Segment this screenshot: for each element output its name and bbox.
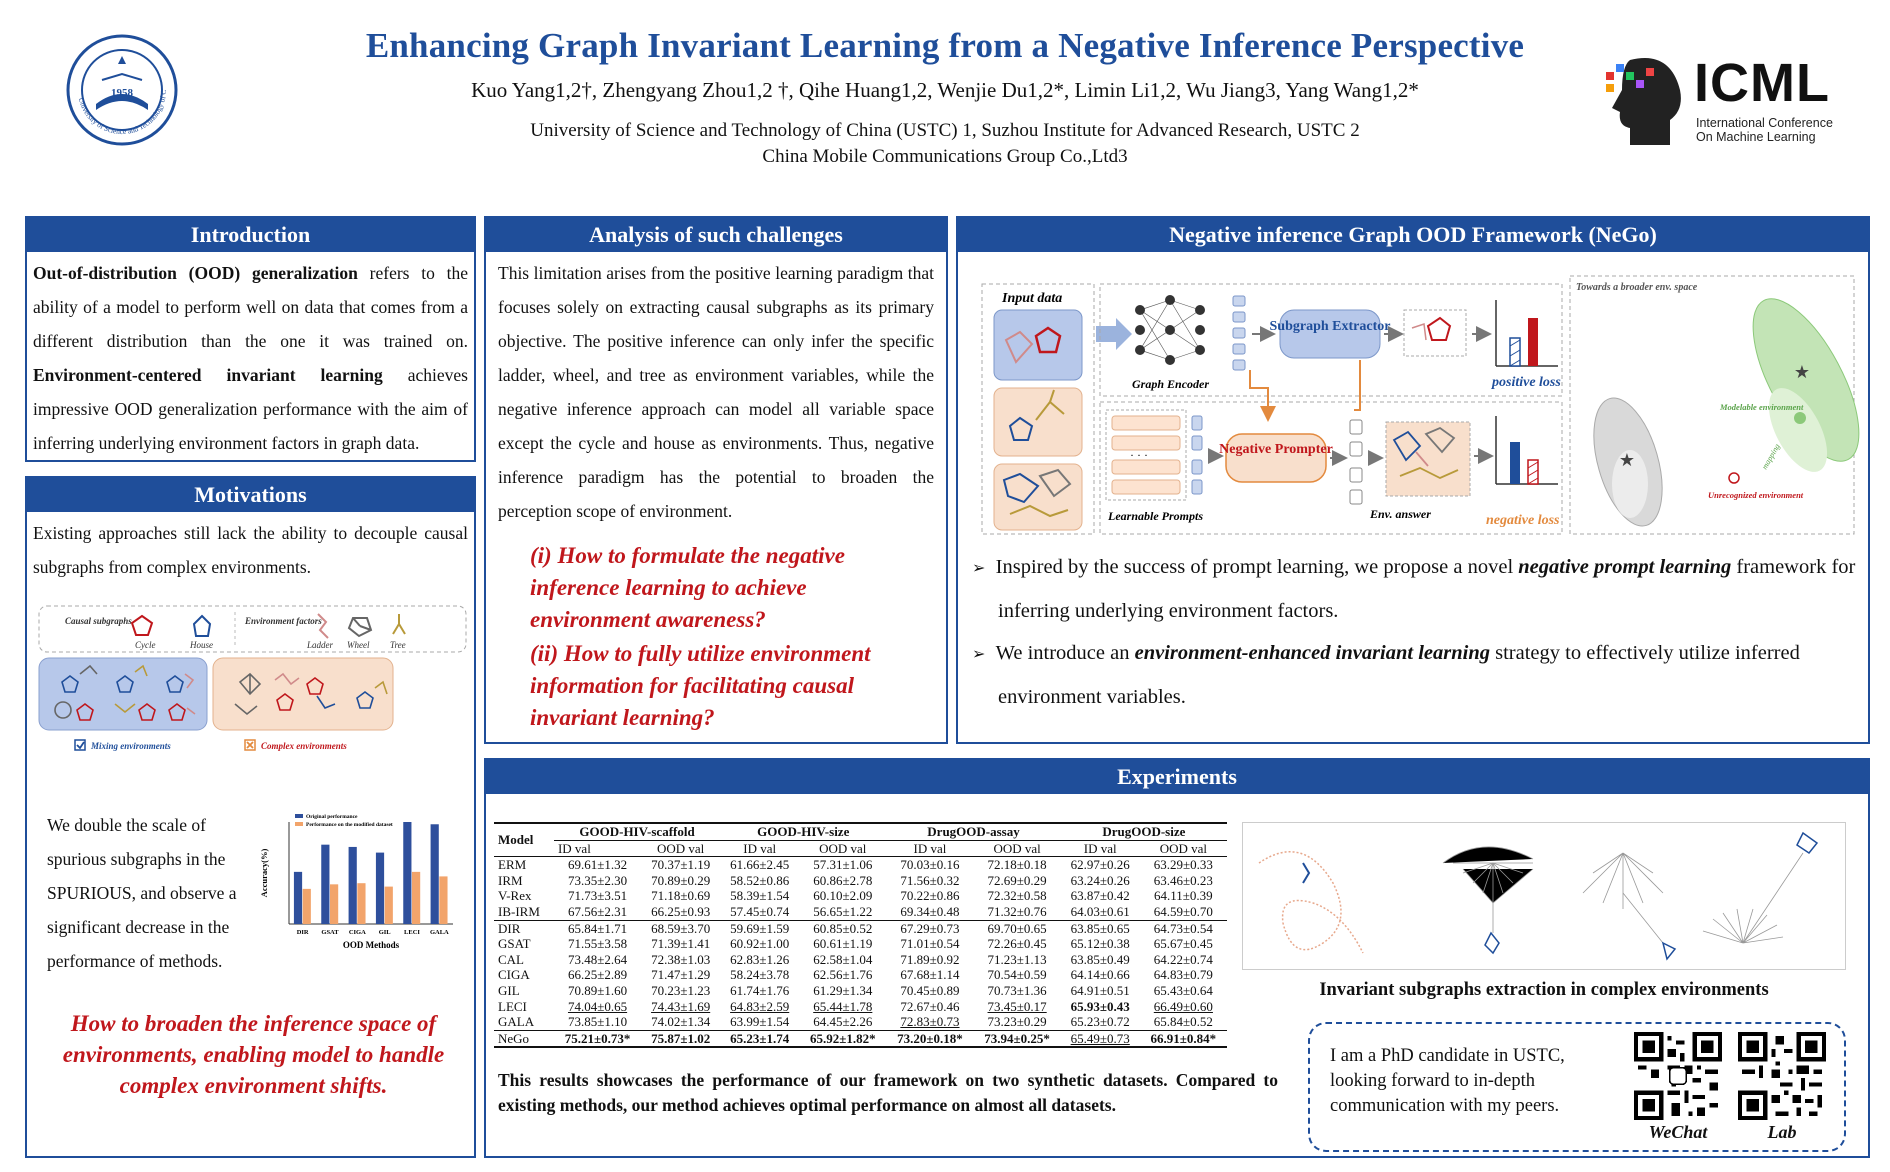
results-table-wrap	[494, 822, 1227, 1048]
logo-year: 1958	[111, 87, 133, 99]
table-cell: 75.21±0.73*	[564, 1030, 631, 1046]
table-cell: 56.65±1.22	[813, 903, 873, 919]
wechat-qr	[1634, 1032, 1722, 1120]
table-cell: 68.59±3.70	[651, 920, 711, 936]
table-cell: 62.58±1.04	[813, 951, 873, 967]
table-cell: 64.83±2.59	[730, 998, 790, 1014]
bar-0-0	[294, 872, 302, 924]
poster-title: Enhancing Graph Invariant Learning from a Negative Inference Perspective	[365, 26, 1525, 65]
legend-swatch-1	[295, 822, 303, 826]
table-row	[494, 873, 1227, 889]
table-cell: 74.43±1.69	[651, 998, 711, 1014]
row-model: GSAT	[498, 936, 531, 952]
table-cell: 58.52±0.86	[730, 872, 790, 888]
framework-diagram	[980, 270, 1860, 540]
bar-1-5	[439, 876, 447, 924]
svg-text:★: ★	[1618, 450, 1636, 470]
subcol-1-0: ID val	[743, 840, 777, 856]
table-cell: 73.48±2.64	[567, 951, 628, 967]
table-cell: 70.22±0.86	[900, 888, 960, 904]
results-table	[494, 822, 1227, 1048]
table-cell: 67.29±0.73	[900, 920, 960, 936]
table-cell: 65.43±0.64	[1153, 982, 1213, 998]
table-cell: 60.86±2.78	[813, 872, 873, 888]
table-cell: 72.67±0.46	[900, 998, 960, 1014]
table-cell: 63.85±0.65	[1070, 920, 1130, 936]
table-cell: 60.10±2.09	[813, 888, 873, 904]
table-cell: 70.54±0.59	[987, 967, 1047, 983]
table-cell: 63.99±1.54	[730, 1014, 790, 1030]
dg-learnable-prompts: Learnable Prompts	[1108, 509, 1203, 523]
subgraph-caption: Invariant subgraphs extraction in complex environments	[1319, 980, 1769, 1000]
affiliation-line-2: China Mobile Communications Group Co.,Ltd3	[762, 146, 1128, 167]
icml-name: ICML	[1694, 53, 1830, 113]
fig-causal-label: Causal subgraphs	[65, 616, 132, 626]
table-cell: 72.32±0.58	[987, 888, 1047, 904]
table-cell: 70.45±0.89	[900, 982, 960, 998]
legend-swatch-0	[295, 814, 303, 818]
x-tick-label: DIR	[296, 929, 309, 936]
fig-env-label: Environment factors	[245, 616, 322, 626]
table-cell: 64.83±0.79	[1153, 967, 1213, 983]
analysis-panel	[484, 216, 948, 744]
table-cell: 71.47±1.29	[651, 967, 711, 983]
row-model: IRM	[498, 872, 523, 888]
bullet2-pre: We introduce an	[995, 642, 1135, 664]
table-row	[494, 920, 1227, 936]
table-cell: 64.11±0.39	[1154, 888, 1213, 904]
dg-subgraph-extractor: Subgraph Extractor	[1269, 319, 1391, 334]
experiments-panel	[484, 758, 1870, 1158]
subcol-1-1: OOD val	[819, 840, 867, 856]
table-cell: 72.83±0.73	[900, 1014, 960, 1030]
table-cell: 67.68±1.14	[900, 967, 960, 983]
contact-text: I am a PhD candidate in USTC, looking forward to in-depth communication with my peers.	[1330, 1046, 1565, 1116]
dg-mapping: mapping	[1759, 442, 1782, 471]
row-model: GIL	[498, 982, 520, 998]
intro-text-2: achieves impressive OOD generalization performance with the aim of inferring underlying environment factors in graph data.	[33, 365, 468, 453]
table-cell: 70.73±1.36	[987, 982, 1047, 998]
table-cell: 64.91±0.51	[1070, 982, 1130, 998]
legend-label-1: Performance on the modified dataset	[306, 822, 393, 828]
bullet2-post: strategy to effectively utilize inferred environment variables.	[998, 642, 1800, 708]
row-model: LECI	[498, 998, 527, 1014]
dg-modelable: Modelable environment	[1720, 402, 1804, 412]
table-cell: 57.31±1.06	[813, 857, 873, 873]
motivations-text: Existing approaches still lack the ability to decouple causal subgraphs from complex environments.	[33, 523, 468, 577]
table-row	[494, 888, 1227, 904]
x-tick-label: LECI	[404, 929, 420, 936]
contact-box	[1308, 1022, 1846, 1152]
subcol-3-0: ID val	[1083, 840, 1117, 856]
table-cell: 64.59±0.70	[1153, 903, 1213, 919]
table-cell: 63.87±0.42	[1070, 888, 1130, 904]
x-tick-label: GALA	[429, 929, 449, 936]
dg-broader: Towards a broader env. space	[1576, 282, 1698, 293]
motivation-question: How to broaden the inference space of environments, enabling model to handle complex environment shifts.	[62, 1011, 445, 1098]
table-cell: 65.67±0.45	[1153, 936, 1213, 952]
framework-heading: Negative inference Graph OOD Framework (NeGo)	[958, 218, 1868, 252]
row-model: CAL	[498, 951, 524, 967]
table-cell: 65.12±0.38	[1070, 936, 1130, 952]
bullet2-em: environment-enhanced invariant learning	[1134, 642, 1490, 664]
subcol-3-1: OOD val	[1159, 840, 1208, 856]
table-cell: 73.85±1.10	[567, 1014, 628, 1030]
icml-sub2: On Machine Learning	[1696, 130, 1816, 144]
dg-input-data: Input data	[1002, 291, 1063, 306]
ds-3: DrugOOD-size	[1061, 823, 1227, 840]
table-cell: 70.89±0.29	[651, 872, 711, 888]
table-cell: 60.85±0.52	[813, 920, 873, 936]
table-row	[494, 936, 1227, 952]
svg-text:★: ★	[1793, 362, 1811, 382]
table-cell: 73.23±0.29	[987, 1014, 1047, 1030]
table-cell: 64.14±0.66	[1070, 967, 1130, 983]
table-cell: 71.56±0.32	[900, 872, 960, 888]
table-cell: 71.55±3.58	[567, 936, 628, 952]
bar-0-1	[321, 845, 329, 924]
table-cell: 64.22±0.74	[1153, 951, 1213, 967]
intro-bold-2: Environment-centered invariant learning	[33, 365, 383, 385]
analysis-text: This limitation arises from the positive learning paradigm that focuses solely on extracting causal subgraphs as its primary objective. The positive inference can only infer the specific ladder, wheel, and tree as environment variables, while the negative inference approach can model all variable space except the cycle and house as environments. Thus, negative inference paradigm has the potential to broaden the perception scope of environment.	[498, 263, 934, 521]
table-cell: 70.03±0.16	[900, 857, 960, 873]
subcol-0-1: OOD val	[656, 840, 705, 856]
intro-text-1: refers to the ability of a model to perform well on data that comes from a different distribution than the one it was trained on.	[33, 263, 468, 351]
bar-1-4	[412, 872, 420, 924]
authors: Kuo Yang1,2†, Zhengyang Zhou1,2 †, Qihe Huang1,2, Wenjie Du1,2*, Limin Li1,2, Wu Jiang3, Yang Wang1,2*	[471, 78, 1419, 102]
table-cell: 65.84±0.52	[1153, 1014, 1213, 1030]
table-cell: 65.23±1.74	[730, 1030, 790, 1046]
x-tick-label: GIL	[378, 929, 391, 936]
subcol-0-0: ID val	[557, 840, 591, 856]
table-cell: 70.37±1.19	[651, 857, 711, 873]
table-cell: 65.44±1.78	[813, 998, 873, 1014]
table-cell: 65.49±0.73	[1070, 1030, 1130, 1046]
table-cell: 69.34±0.48	[900, 903, 960, 919]
table-cell: 58.24±3.78	[730, 967, 790, 983]
motivation-figure	[35, 604, 470, 774]
table-cell: 73.35±2.30	[567, 872, 628, 888]
fig-mixing: Mixing environments	[91, 741, 171, 751]
motivations-heading: Motivations	[27, 478, 474, 512]
fig-wheel: Wheel	[347, 640, 370, 650]
table-cell: 62.83±1.26	[730, 951, 790, 967]
table-cell: 61.74±1.76	[730, 982, 790, 998]
table-cell: 65.93±0.43	[1070, 998, 1130, 1014]
framework-panel	[956, 216, 1870, 744]
table-cell: 70.89±1.60	[567, 982, 628, 998]
row-model: DIR	[498, 920, 521, 936]
subcol-2-0: ID val	[913, 840, 947, 856]
table-cell: 66.49±0.60	[1153, 998, 1213, 1014]
table-cell: 59.69±1.59	[730, 920, 790, 936]
table-cell: 63.29±0.33	[1153, 857, 1213, 873]
table-cell: 74.04±0.65	[567, 998, 628, 1014]
table-cell: 72.38±1.03	[651, 951, 711, 967]
ds-0: GOOD-HIV-scaffold	[554, 823, 720, 840]
table-cell: 70.23±1.23	[651, 982, 711, 998]
table-cell: 73.20±0.18*	[897, 1030, 963, 1046]
table-cell: 71.23±1.13	[987, 951, 1047, 967]
table-cell: 65.92±1.82*	[809, 1030, 876, 1046]
ds-1: GOOD-HIV-size	[720, 823, 886, 840]
fig-cycle: Cycle	[135, 640, 156, 650]
lab-label: Lab	[1767, 1122, 1797, 1142]
table-cell: 71.73±3.51	[567, 888, 628, 904]
intro-bold-1: Out-of-distribution (OOD) generalization	[33, 263, 358, 283]
bar-0-4	[403, 822, 411, 924]
dg-negative-prompter: Negative Prompter	[1219, 442, 1333, 457]
table-cell: 73.94±0.25*	[984, 1030, 1050, 1046]
experiments-summary: This results showcases the performance of our framework on two synthetic datasets. Compared to existing methods, our method achieves optimal performance on almost all datasets.	[498, 1070, 1278, 1115]
dg-negative-loss: negative loss	[1486, 513, 1560, 528]
table-row	[494, 1014, 1227, 1030]
table-cell: 61.29±1.34	[813, 982, 873, 998]
table-cell: 63.24±0.26	[1070, 872, 1130, 888]
table-row	[494, 1030, 1227, 1047]
table-cell: 62.56±1.76	[813, 967, 873, 983]
table-cell: 66.25±2.89	[567, 967, 628, 983]
double-scale-text: We double the scale of spurious subgraphs in the SPURIOUS, and observe a significant decrease in the performance of methods.	[47, 815, 237, 971]
legend-label-0: Original performance	[306, 814, 358, 820]
fig-tree: Tree	[390, 640, 406, 650]
bar-1-3	[385, 887, 393, 924]
table-cell: 73.45±0.17	[987, 998, 1047, 1014]
dg-unrecognized: Unrecognized environment	[1708, 490, 1804, 500]
table-cell: 60.92±1.00	[730, 936, 790, 952]
analysis-heading: Analysis of such challenges	[486, 218, 946, 252]
introduction-text	[27, 252, 474, 464]
analysis-question-1: (i) How to formulate the negative inference learning to achieve environment awareness?	[530, 543, 845, 632]
table-cell: 72.26±0.45	[987, 936, 1047, 952]
affiliation-line-1: University of Science and Technology of China (USTC) 1, Suzhou Institute for Advanced Research, USTC 2	[530, 120, 1360, 141]
table-cell: 64.45±2.26	[813, 1014, 873, 1030]
dg-graph-encoder: Graph Encoder	[1132, 377, 1210, 391]
table-row	[494, 983, 1227, 999]
lab-qr	[1738, 1032, 1826, 1120]
row-model: V-Rex	[498, 888, 532, 904]
dg-env-answer: Env. answer	[1370, 507, 1431, 521]
table-cell: 62.97±0.26	[1070, 857, 1130, 873]
table-cell: 69.70±0.65	[987, 920, 1047, 936]
row-model: ERM	[498, 857, 527, 873]
framework-bullet-2: ➢ We introduce an environment-enhanced invariant learning strategy to effectively utilize inferred environment variables.	[972, 642, 1800, 708]
wechat-label: WeChat	[1648, 1122, 1708, 1142]
x-tick-label: GSAT	[321, 929, 339, 936]
left-logo	[66, 34, 178, 146]
table-cell: 66.91±0.84*	[1150, 1030, 1217, 1046]
bullet1-pre: Inspired by the success of prompt learning, we propose a novel	[995, 556, 1519, 578]
table-cell: 72.69±0.29	[987, 872, 1047, 888]
row-model: GALA	[498, 1014, 535, 1030]
experiments-heading: Experiments	[486, 760, 1868, 794]
mini-bar-chart	[253, 808, 459, 958]
ds-2: DrugOOD-assay	[886, 823, 1060, 840]
table-cell: 71.39±1.41	[651, 936, 711, 952]
x-tick-label: CIGA	[348, 929, 366, 936]
table-cell: 71.89±0.92	[900, 951, 960, 967]
table-cell: 71.32±0.76	[987, 903, 1047, 919]
table-cell: 64.73±0.54	[1153, 920, 1213, 936]
icml-sub1: International Conference	[1696, 116, 1833, 130]
table-row	[494, 857, 1227, 873]
table-cell: 72.18±0.18	[987, 857, 1047, 873]
table-cell: 71.01±0.54	[900, 936, 960, 952]
logo-ring-text: University of Science and Technology of C	[76, 89, 169, 137]
table-cell: 61.66±2.45	[730, 857, 790, 873]
row-model: NeGo	[498, 1030, 530, 1046]
table-cell: 71.18±0.69	[651, 888, 711, 904]
bar-0-2	[349, 847, 357, 924]
introduction-heading: Introduction	[27, 218, 474, 252]
row-model: IB-IRM	[498, 903, 540, 919]
table-cell: 65.23±0.72	[1070, 1014, 1130, 1030]
table-cell: 57.45±0.74	[730, 903, 790, 919]
table-cell: 60.61±1.19	[813, 936, 873, 952]
table-cell: 66.25±0.93	[651, 903, 711, 919]
table-cell: 75.87±1.02	[651, 1030, 711, 1046]
framework-bullet-1: ➢ Inspired by the success of prompt learning, we propose a novel negative prompt learning framework for inferring underlying environment factors.	[972, 556, 1856, 622]
subgraph-visualization	[1242, 822, 1846, 970]
table-cell: 69.61±1.32	[567, 857, 628, 873]
fig-complex: Complex environments	[261, 741, 347, 751]
subcol-2-1: OOD val	[993, 840, 1041, 856]
x-axis-label: OOD Methods	[342, 940, 400, 950]
fig-house: House	[190, 640, 213, 650]
bar-1-2	[357, 883, 365, 924]
introduction-panel	[25, 216, 476, 462]
y-axis-label: Accuracy(%)	[259, 848, 269, 898]
bar-0-5	[431, 824, 439, 924]
dg-positive-loss: positive loss	[1492, 375, 1561, 390]
table-cell: 74.02±1.34	[651, 1014, 711, 1030]
table-cell: 67.56±2.31	[567, 903, 628, 919]
col-model: Model	[494, 823, 554, 857]
fig-ladder: Ladder	[307, 640, 334, 650]
table-row	[494, 952, 1227, 968]
table-row	[494, 967, 1227, 983]
bar-1-1	[330, 884, 338, 924]
bullet1-em: negative prompt learning	[1518, 556, 1732, 578]
bullet1-post: framework for inferring underlying environment factors.	[998, 556, 1856, 622]
table-cell: 63.85±0.49	[1070, 951, 1130, 967]
bar-0-3	[376, 853, 384, 924]
row-model: CIGA	[498, 967, 530, 983]
table-cell: 63.46±0.23	[1153, 872, 1213, 888]
analysis-question-2: (ii) How to fully utilize environment information for facilitating causal invariant learning?	[530, 641, 871, 730]
dg-dots: · · ·	[1130, 448, 1148, 462]
table-row	[494, 999, 1227, 1015]
table-cell: 58.39±1.54	[730, 888, 790, 904]
table-cell: 65.84±1.71	[567, 920, 628, 936]
bar-1-0	[303, 889, 311, 924]
motivations-panel	[25, 476, 476, 1158]
icml-logo	[1600, 50, 1870, 150]
table-cell: 64.03±0.61	[1070, 903, 1130, 919]
table-row	[494, 904, 1227, 920]
